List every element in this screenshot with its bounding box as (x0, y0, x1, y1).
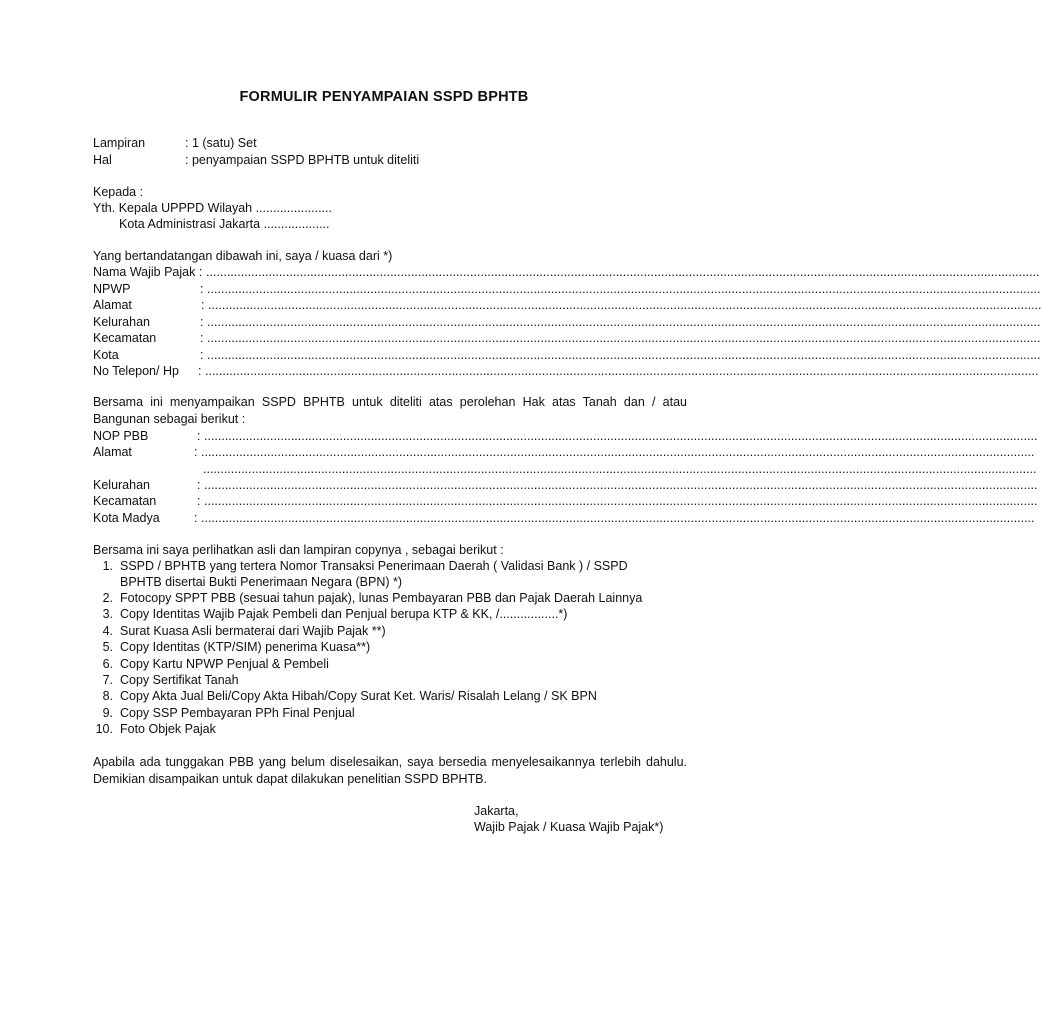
list-number: 3. (102, 607, 113, 621)
field-colon: : (197, 429, 201, 443)
field-label: Alamat (93, 298, 132, 312)
signature-role: Wajib Pajak / Kuasa Wajib Pajak*) (474, 820, 664, 834)
signature-place: Jakarta, (474, 804, 519, 818)
field-colon: : (198, 364, 202, 378)
fill-in-dots: ................................................................................................................................................................................................................................................ (205, 364, 1039, 378)
field-label: Kelurahan (93, 478, 150, 492)
property-intro: Bersama ini menyampaikan SSPD BPHTB untuk diteliti atas perolehan Hak atas Tanah dan / atau Bangunan sebagai berikut : (93, 395, 687, 426)
hal-label: Hal (93, 153, 112, 167)
field-label: Kecamatan (93, 331, 157, 345)
list-text: Fotocopy SPPT PBB (sesuai tahun pajak), lunas Pembayaran PBB dan Pajak Daerah Lainnya (120, 591, 643, 605)
kepada-label: Kepada : (93, 185, 144, 199)
list-text: Copy SSP Pembayaran PPh Final Penjual (120, 706, 355, 720)
attachments-intro: Bersama ini saya perlihatkan asli dan lampiran copynya , sebagai berikut : (93, 543, 504, 557)
field-label: NPWP (93, 282, 131, 296)
fill-in-dots: ................................................................................................................................................................................................................................................ (201, 445, 1035, 459)
field-nop-pbb (93, 428, 1038, 444)
field-kota (93, 347, 1041, 363)
kepada-city: Kota Administrasi Jakarta ................... (119, 217, 330, 231)
field-no-telepon (93, 363, 1039, 379)
list-number: 8. (102, 689, 113, 703)
fill-in-dots: ................................................................................................................................................................................................................................................ (207, 282, 1041, 296)
list-text: Copy Identitas (KTP/SIM) penerima Kuasa**) (120, 640, 371, 654)
list-number: 6. (102, 657, 113, 671)
fill-in-dots: ................................................................................................................................................................................................................................................ (201, 511, 1035, 525)
field-colon: : (201, 298, 205, 312)
list-number: 4. (102, 624, 113, 638)
closing-paragraph: Apabila ada tunggakan PBB yang belum diselesaikan, saya bersedia menyelesaikannya terlebih dahulu. Demikian disampaikan untuk dapat dilakukan penelitian SSPD BPHTB. (93, 755, 687, 786)
field-colon: : (197, 478, 201, 492)
list-number: 2. (102, 591, 113, 605)
field-kelurahan-objek (93, 477, 1038, 493)
fill-in-dots: ................................................................................................................................................................................................................................................ (203, 462, 1037, 476)
list-number: 10. (95, 722, 113, 736)
kepada-recipient: Yth. Kepala UPPPD Wilayah ...................... (93, 201, 332, 215)
list-text: Surat Kuasa Asli bermaterai dari Wajib Pajak **) (120, 624, 386, 638)
list-number: 7. (102, 673, 113, 687)
field-kecamatan (93, 330, 1041, 346)
field-label: Kota Madya (93, 511, 160, 525)
field-colon: : (194, 511, 198, 525)
field-label: Nama Wajib Pajak : (93, 265, 203, 279)
field-label: Kota (93, 348, 119, 362)
list-text: SSPD / BPHTB yang tertera Nomor Transaksi Penerimaan Daerah ( Validasi Bank ) / SSPD (120, 559, 628, 573)
field-label: Kecamatan (93, 494, 157, 508)
fill-in-dots: ................................................................................................................................................................................................................................................ (208, 298, 1042, 312)
field-label: Alamat (93, 445, 132, 459)
form-title: FORMULIR PENYAMPAIAN SSPD BPHTB (239, 89, 529, 105)
field-kecamatan-objek (93, 493, 1038, 509)
list-number: 5. (102, 640, 113, 654)
lampiran-label: Lampiran (93, 136, 146, 150)
list-text: Copy Sertifikat Tanah (120, 673, 239, 687)
list-text: BPHTB disertai Bukti Penerimaan Negara (BPN) *) (120, 575, 403, 589)
field-label: Kelurahan (93, 315, 150, 329)
fill-in-dots: ................................................................................................................................................................................................................................................ (204, 429, 1038, 443)
list-text: Copy Identitas Wajib Pajak Pembeli dan Penjual berupa KTP & KK, /.................*) (120, 607, 568, 621)
field-colon: : (200, 331, 204, 345)
field-alamat-objek-continued (93, 461, 1037, 477)
field-alamat-objek (93, 444, 1035, 460)
list-number: 1. (102, 559, 113, 573)
field-nama-wajib-pajak (93, 264, 1040, 280)
fill-in-dots: ................................................................................................................................................................................................................................................ (204, 494, 1038, 508)
list-text: Copy Akta Jual Beli/Copy Akta Hibah/Copy Surat Ket. Waris/ Risalah Lelang / SK BPN (120, 689, 597, 703)
fill-in-dots: ................................................................................................................................................................................................................................................ (204, 478, 1038, 492)
field-alamat (93, 297, 1042, 313)
signer-intro: Yang bertandatangan dibawah ini, saya / kuasa dari *) (93, 249, 393, 263)
fill-in-dots: ................................................................................................................................................................................................................................................ (207, 348, 1041, 362)
field-colon: : (200, 315, 204, 329)
list-text: Foto Objek Pajak (120, 722, 216, 736)
field-colon: : (200, 348, 204, 362)
field-kota-madya (93, 510, 1035, 526)
fill-in-dots: ................................................................................................................................................................................................................................................ (207, 315, 1041, 329)
lampiran-value: : 1 (satu) Set (185, 136, 257, 150)
field-kelurahan (93, 314, 1041, 330)
hal-value: : penyampaian SSPD BPHTB untuk diteliti (185, 153, 420, 167)
field-colon: : (194, 445, 198, 459)
fill-in-dots: ................................................................................................................................................................................................................................................ (207, 331, 1041, 345)
field-label: NOP PBB (93, 429, 149, 443)
field-npwp (93, 281, 1041, 297)
field-colon: : (200, 282, 204, 296)
list-text: Copy Kartu NPWP Penjual & Pembeli (120, 657, 329, 671)
field-label: No Telepon/ Hp (93, 364, 179, 378)
fill-in-dots: ................................................................................................................................................................................................................................................ (206, 265, 1040, 279)
list-number: 9. (102, 706, 113, 720)
field-colon: : (197, 494, 201, 508)
